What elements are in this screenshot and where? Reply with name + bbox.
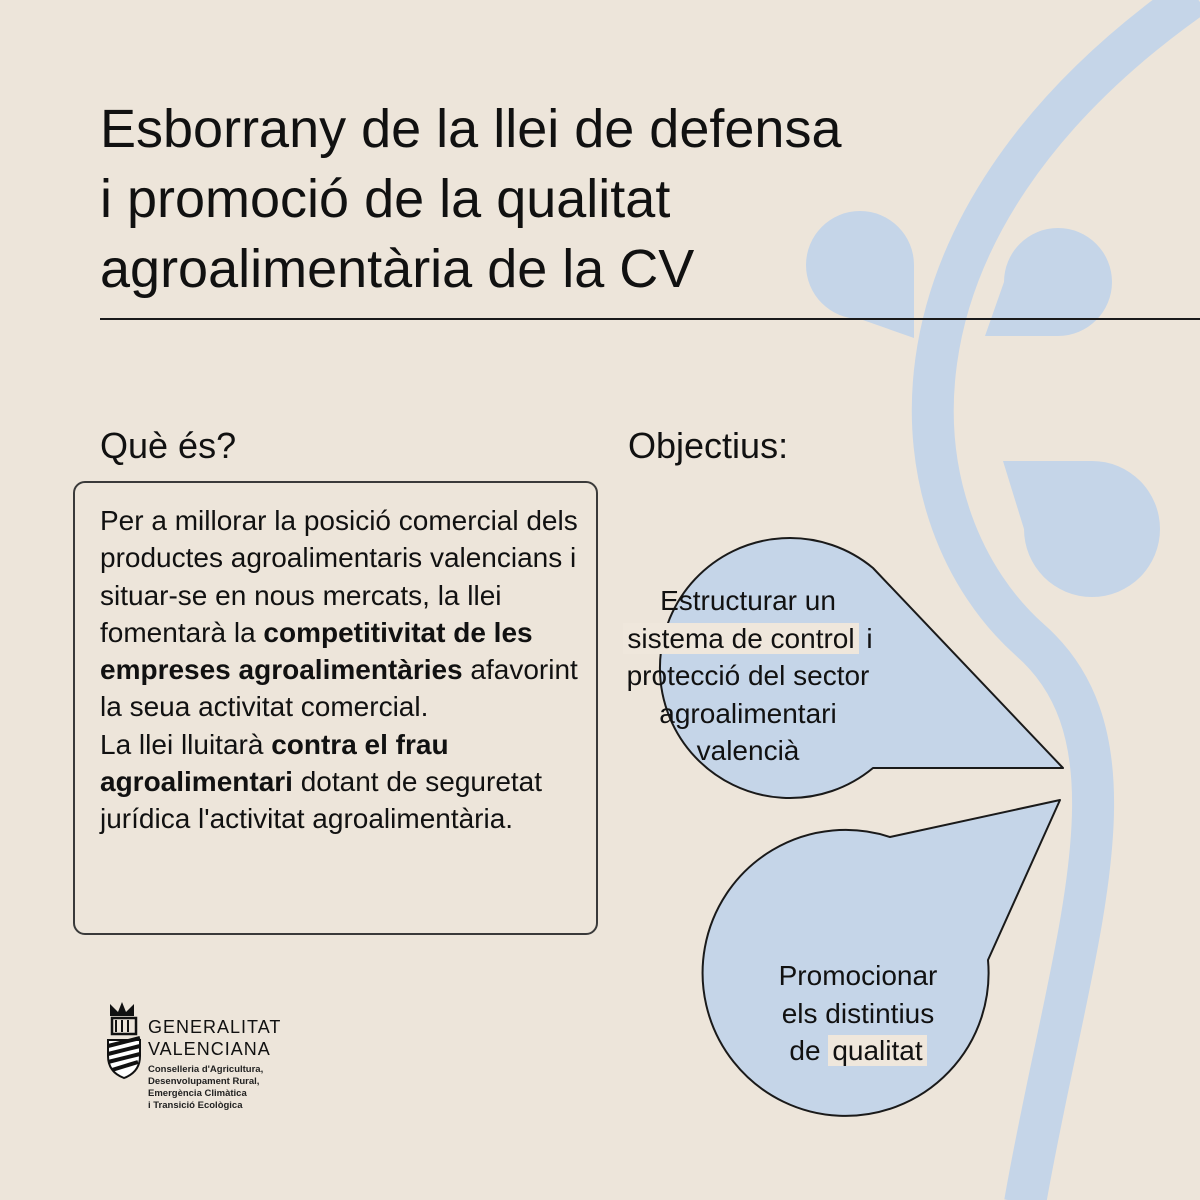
objective-2-line-2: els distintius: [781, 997, 935, 1029]
logo-department-line-3: Emergència Climàtica: [148, 1088, 247, 1099]
objective-1-line-1: Estructurar un: [660, 585, 836, 616]
title-line-1: Esborrany de la llei de defensa: [100, 99, 842, 159]
objective-1-line-5: valencià: [696, 735, 800, 766]
description-part-1: Per a millorar la posició comercial dels productes agroalimentaris valencians i situar-se en nous mercats, la llei fomentarà la: [100, 505, 578, 648]
logo-department-line-1: Conselleria d'Agricultura,: [148, 1064, 264, 1075]
que-es-heading: Què és?: [100, 425, 237, 466]
objective-1-highlight: sistema de control: [623, 623, 858, 654]
logo-name-line-1: GENERALITAT: [148, 1017, 282, 1037]
coat-of-arms-icon: [104, 1000, 144, 1080]
objective-2-line-3-pre: de: [789, 1035, 821, 1066]
objectius-heading: Objectius:: [628, 425, 789, 466]
logo-department: [148, 1064, 263, 1112]
description-bold-1: competitivitat de les empreses agroalimentàries: [100, 616, 533, 686]
title-line-3: agroalimentària de la CV: [100, 239, 695, 299]
page-title: [100, 94, 980, 304]
objective-2-line-1: Promocionar: [778, 960, 938, 991]
objective-1-line-4: agroalimentari: [659, 697, 837, 729]
objective-1-line-2-rest: i: [866, 622, 873, 654]
logo-department-line-4: i Transició Ecològica: [148, 1100, 243, 1111]
description-part-2-end: dotant de seguretat jurídica l'activitat agroalimentària.: [100, 766, 543, 835]
generalitat-logo: [104, 1000, 364, 1120]
petal-shape-3: [1003, 461, 1160, 597]
objective-2-text: [698, 957, 1018, 1070]
description-part-2: La llei lluitarà: [100, 728, 264, 760]
description-part-1-end: afavorint la seua activitat comercial.: [100, 654, 578, 723]
objective-1-line-3: protecció del sector: [626, 660, 870, 691]
objective-1-text: [598, 582, 898, 770]
logo-name-line-2: VALENCIANA: [148, 1039, 271, 1059]
logo-department-line-2: Desenvolupament Rural,: [148, 1076, 260, 1087]
description-bold-2: contra el frau agroalimentari: [100, 728, 449, 798]
title-line-2: i promoció de la qualitat: [100, 169, 671, 229]
description-text: [100, 502, 590, 838]
title-divider: [100, 318, 1200, 320]
objective-2-highlight: qualitat: [828, 1035, 926, 1066]
